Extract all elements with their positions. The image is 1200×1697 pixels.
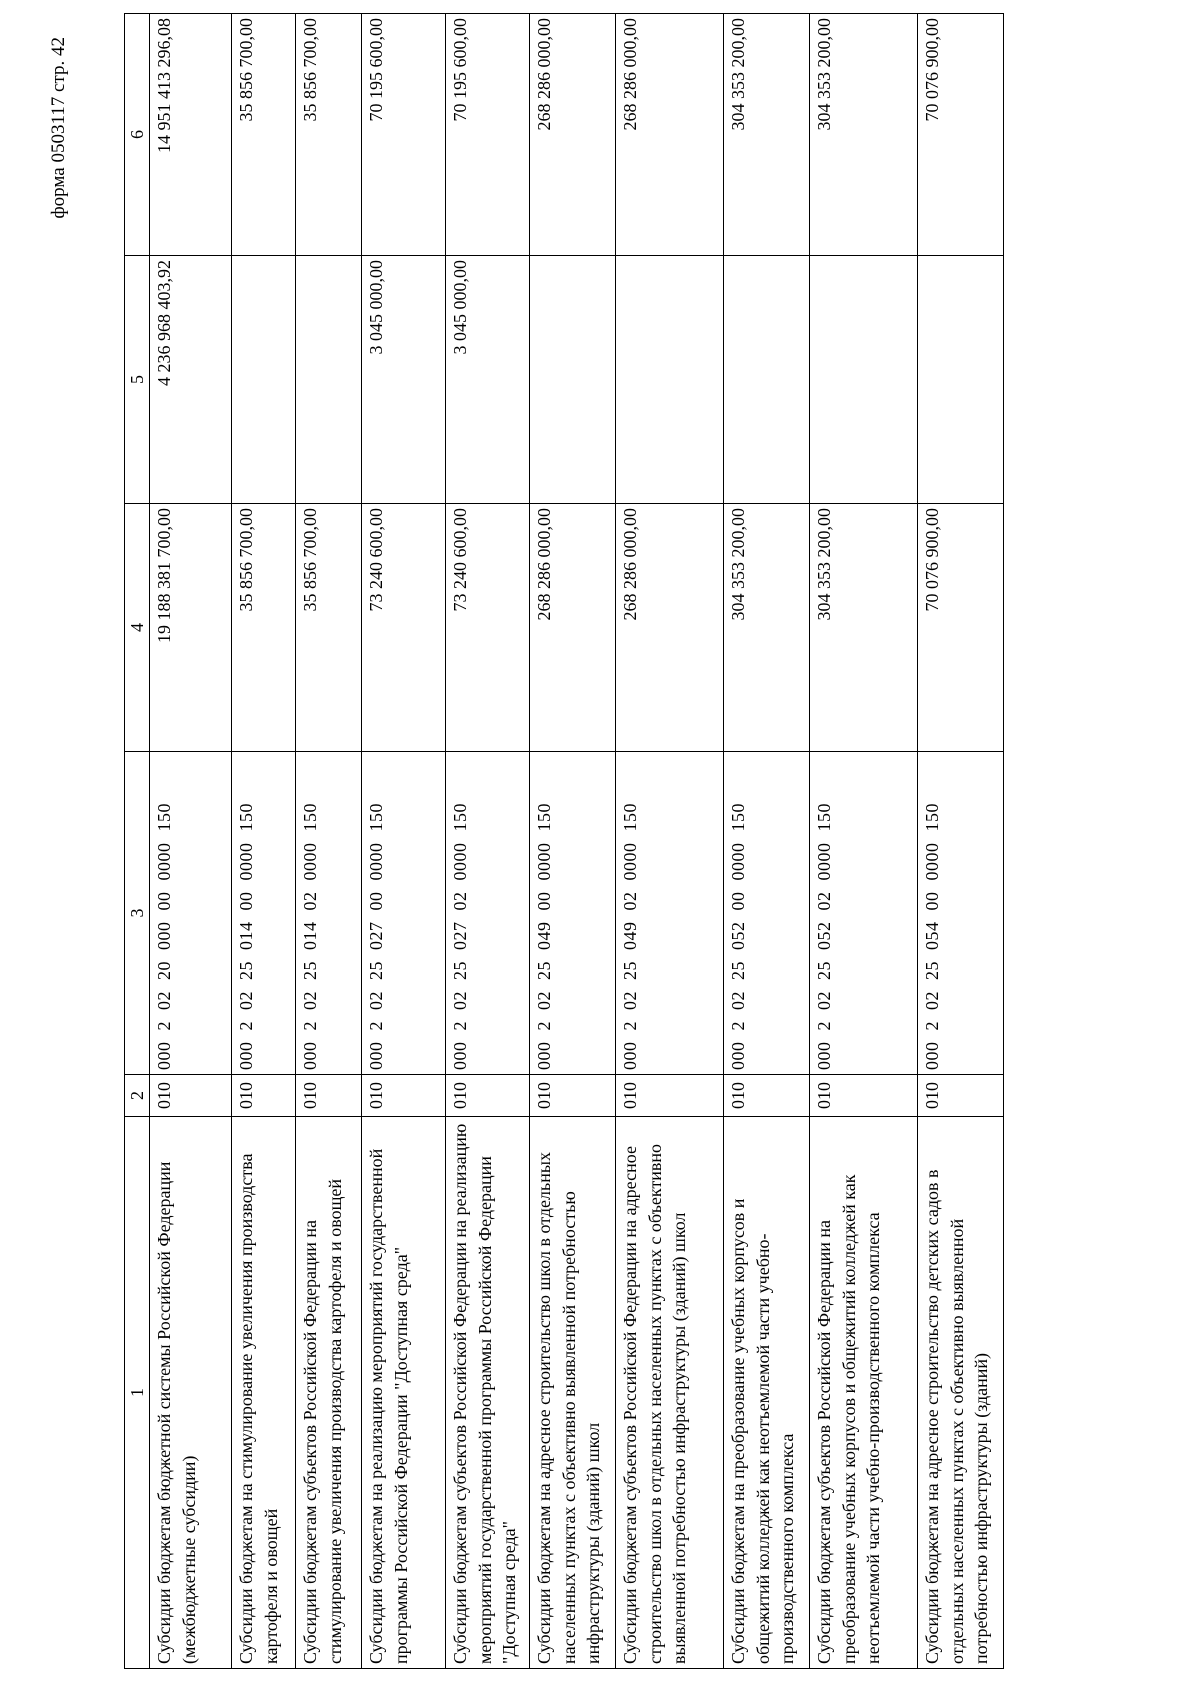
income-name-cell: Субсидии бюджетам субъектов Российской Федерации на адресное строительство школ в отдельных населенных пунктах с объективно выявленной потребностью инфраструктуры (зданий) школ xyxy=(616,1117,724,1669)
income-name-cell: Субсидии бюджетам бюджетной системы Российской Федерации (межбюджетные субсидии) xyxy=(150,1117,232,1669)
income-name-cell: Субсидии бюджетам на стимулирование увеличения производства картофеля и овощей xyxy=(232,1117,296,1669)
unexecuted-amount-cell: 268 286 000,00 xyxy=(616,14,724,256)
column-number-row xyxy=(125,14,150,1669)
approved-amount-cell: 70 076 900,00 xyxy=(918,504,1004,752)
approved-amount-cell: 73 240 600,00 xyxy=(362,504,446,752)
line-code-cell: 010 xyxy=(446,1075,530,1117)
unexecuted-amount-cell: 304 353 200,00 xyxy=(810,14,918,256)
table-row xyxy=(362,14,446,1669)
line-code-cell: 010 xyxy=(362,1075,446,1117)
income-name-cell: Субсидии бюджетам субъектов Российской Федерации на преобразование учебных корпусов и общежитий колледжей как неотъемлемой части учебно-производственного комплекса xyxy=(810,1117,918,1669)
budget-code-cell: 000 2 02 25 014 02 0000 150 xyxy=(296,752,362,1075)
executed-amount-cell: 3 045 000,00 xyxy=(446,256,530,504)
income-name-cell: Субсидии бюджетам на преобразование учебных корпусов и общежитий колледжей как неотъемлемой части учебно-производственного комплекса xyxy=(724,1117,810,1669)
executed-amount-cell xyxy=(724,256,810,504)
approved-amount-cell: 19 188 381 700,00 xyxy=(150,504,232,752)
column-header: 4 xyxy=(125,504,150,752)
budget-code-cell: 000 2 02 25 054 00 0000 150 xyxy=(918,752,1004,1075)
unexecuted-amount-cell: 70 076 900,00 xyxy=(918,14,1004,256)
executed-amount-cell xyxy=(616,256,724,504)
table-row xyxy=(232,14,296,1669)
budget-code-cell: 000 2 02 20 000 00 0000 150 xyxy=(150,752,232,1075)
executed-amount-cell xyxy=(530,256,616,504)
approved-amount-cell: 73 240 600,00 xyxy=(446,504,530,752)
budget-code-cell: 000 2 02 25 052 00 0000 150 xyxy=(724,752,810,1075)
budget-code-cell: 000 2 02 25 049 02 0000 150 xyxy=(616,752,724,1075)
table-row xyxy=(724,14,810,1669)
unexecuted-amount-cell: 35 856 700,00 xyxy=(296,14,362,256)
line-code-cell: 010 xyxy=(530,1075,616,1117)
table-row xyxy=(150,14,232,1669)
approved-amount-cell: 304 353 200,00 xyxy=(724,504,810,752)
budget-code-cell: 000 2 02 25 014 00 0000 150 xyxy=(232,752,296,1075)
unexecuted-amount-cell: 35 856 700,00 xyxy=(232,14,296,256)
income-name-cell: Субсидии бюджетам субъектов Российской Федерации на реализацию мероприятий государственной программы Российской Федерации "Доступная среда" xyxy=(446,1117,530,1669)
approved-amount-cell: 268 286 000,00 xyxy=(616,504,724,752)
column-header: 6 xyxy=(125,14,150,256)
column-header: 2 xyxy=(125,1075,150,1117)
column-header: 5 xyxy=(125,256,150,504)
budget-code-cell: 000 2 02 25 027 02 0000 150 xyxy=(446,752,530,1075)
approved-amount-cell: 268 286 000,00 xyxy=(530,504,616,752)
executed-amount-cell xyxy=(232,256,296,504)
line-code-cell: 010 xyxy=(232,1075,296,1117)
column-header: 1 xyxy=(125,1117,150,1669)
table-row xyxy=(810,14,918,1669)
approved-amount-cell: 35 856 700,00 xyxy=(232,504,296,752)
executed-amount-cell: 3 045 000,00 xyxy=(362,256,446,504)
income-name-cell: Субсидии бюджетам субъектов Российской Федерации на стимулирование увеличения производства картофеля и овощей xyxy=(296,1117,362,1669)
executed-amount-cell: 4 236 968 403,92 xyxy=(150,256,232,504)
unexecuted-amount-cell: 70 195 600,00 xyxy=(446,14,530,256)
unexecuted-amount-cell: 14 951 413 296,08 xyxy=(150,14,232,256)
approved-amount-cell: 35 856 700,00 xyxy=(296,504,362,752)
unexecuted-amount-cell: 268 286 000,00 xyxy=(530,14,616,256)
line-code-cell: 010 xyxy=(724,1075,810,1117)
form-reference: форма 0503117 стр. 42 xyxy=(48,37,69,219)
table-row xyxy=(918,14,1004,1669)
budget-code-cell: 000 2 02 25 027 00 0000 150 xyxy=(362,752,446,1075)
table-row xyxy=(530,14,616,1669)
table-row xyxy=(616,14,724,1669)
approved-amount-cell: 304 353 200,00 xyxy=(810,504,918,752)
executed-amount-cell xyxy=(296,256,362,504)
line-code-cell: 010 xyxy=(150,1075,232,1117)
line-code-cell: 010 xyxy=(810,1075,918,1117)
budget-code-cell: 000 2 02 25 049 00 0000 150 xyxy=(530,752,616,1075)
table-row xyxy=(296,14,362,1669)
income-name-cell: Субсидии бюджетам на адресное строительство детских садов в отдельных населенных пунктах с объективно выявленной потребностью инфраструктуры (зданий) xyxy=(918,1117,1004,1669)
unexecuted-amount-cell: 304 353 200,00 xyxy=(724,14,810,256)
line-code-cell: 010 xyxy=(616,1075,724,1117)
line-code-cell: 010 xyxy=(918,1075,1004,1117)
line-code-cell: 010 xyxy=(296,1075,362,1117)
executed-amount-cell xyxy=(810,256,918,504)
executed-amount-cell xyxy=(918,256,1004,504)
table-row xyxy=(446,14,530,1669)
report-table xyxy=(124,13,1004,1669)
unexecuted-amount-cell: 70 195 600,00 xyxy=(362,14,446,256)
column-header: 3 xyxy=(125,752,150,1075)
income-name-cell: Субсидии бюджетам на реализацию мероприятий государственной программы Российской Федерации "Доступная среда" xyxy=(362,1117,446,1669)
budget-code-cell: 000 2 02 25 052 02 0000 150 xyxy=(810,752,918,1075)
income-name-cell: Субсидии бюджетам на адресное строительство школ в отдельных населенных пунктах с объективно выявленной потребностью инфраструктуры (зданий) школ xyxy=(530,1117,616,1669)
